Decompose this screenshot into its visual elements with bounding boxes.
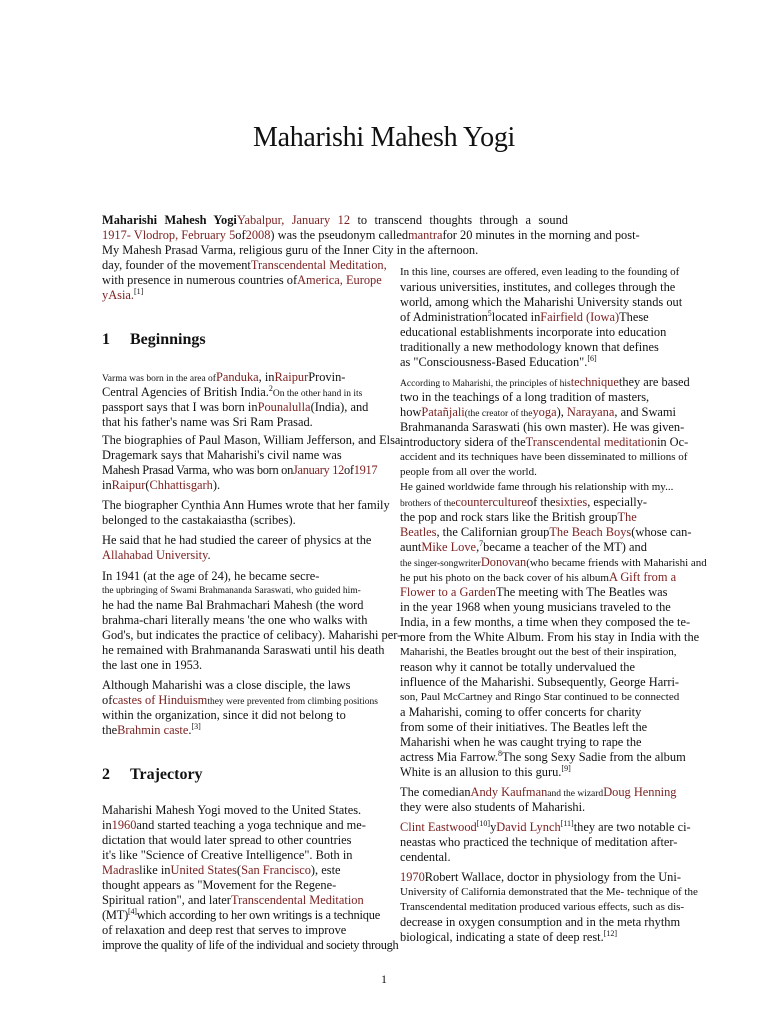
ref[interactable]: 5	[487, 308, 492, 318]
text-line: more from the White Album. From his stay in India with the	[400, 630, 700, 644]
link[interactable]: 1917	[353, 463, 378, 477]
text-span: , the Californian group	[436, 525, 550, 539]
text-line	[102, 213, 568, 228]
link[interactable]: Transcendental Meditation,	[250, 258, 387, 272]
text-span: The song Sexy Sadie from the album	[501, 750, 686, 764]
text-line	[102, 908, 380, 923]
text-span: , and Swami	[614, 405, 676, 419]
text-line	[102, 228, 640, 243]
text-span: Mahesh Prasad Varma, who was born on	[102, 463, 293, 477]
text-span: Varma was born in the area of	[102, 374, 216, 384]
text-span: he put his photo on the back cover of his album	[400, 572, 609, 584]
text-line: India, in a few months, a time when they composed the te-	[400, 615, 691, 629]
text-span: aunt	[400, 540, 422, 554]
ref[interactable]: 8	[497, 748, 502, 758]
link[interactable]: United States	[170, 863, 237, 877]
text-span: which according to her own writings is a technique	[136, 908, 381, 922]
text-line: various universities, institutes, and colleges through the	[400, 280, 676, 294]
text-line: he had the name Bal Brahmachari Mahesh (the word	[102, 598, 364, 612]
text-line: traditionally a new methodology known that defines	[400, 340, 659, 354]
section-heading-beginnings	[102, 331, 206, 349]
text-span: ).	[212, 478, 221, 492]
text-span: White is an allusion to this guru.	[400, 765, 562, 779]
text-line: The biographer Cynthia Ann Humes wrote that her family	[102, 498, 390, 512]
text-line: educational establishments incorporate into education	[400, 325, 667, 339]
text-line: of relaxation and deep rest that serves to improve	[102, 923, 347, 937]
link[interactable]: Madras	[102, 863, 140, 877]
section-title: Trajectory	[130, 766, 203, 783]
text-span: (who became friends with Maharishi and	[526, 557, 707, 569]
link[interactable]: Flower to a Garden	[400, 585, 496, 599]
text-span: of	[344, 463, 354, 477]
text-line	[400, 765, 571, 780]
text-line	[102, 288, 143, 303]
text-span: and started teaching a yoga technique and me-	[136, 818, 366, 832]
link[interactable]: yAsia.	[102, 288, 135, 302]
link[interactable]: America, Europe	[297, 273, 382, 287]
page-number: 1	[381, 972, 387, 986]
link[interactable]: Beatles	[400, 525, 437, 539]
link[interactable]: castes of Hinduism	[112, 693, 208, 707]
link[interactable]: Doug Henning	[603, 785, 677, 799]
link[interactable]: counterculture	[455, 495, 527, 509]
text-line: Dragemark says that Maharishi's civil name was	[102, 448, 342, 462]
link[interactable]: Narayana	[566, 405, 615, 419]
link[interactable]: Pounalulla	[257, 400, 311, 414]
text-span: On the other hand in its	[272, 389, 363, 399]
text-line	[102, 893, 364, 908]
ref[interactable]: [6]	[587, 353, 597, 363]
text-span: day, founder of the movement	[102, 258, 251, 272]
text-line: God's, but indicates the practice of celibacy). Maharishi per-	[102, 628, 402, 642]
link[interactable]: 2008	[245, 228, 271, 242]
ref[interactable]: [4]	[128, 906, 137, 916]
text-line	[400, 435, 688, 450]
text-line: thought appears as "Movement for the Regene-	[102, 878, 337, 892]
text-span: of the	[526, 495, 556, 509]
text-line: Maharishi, the Beatles brought out the best of their inspiration,	[400, 646, 677, 658]
text-line	[400, 870, 681, 885]
text-span: of	[102, 693, 113, 707]
text-span: , in	[258, 370, 275, 384]
text-span: in Oc-	[656, 435, 689, 449]
text-line	[400, 525, 691, 540]
link[interactable]: The Beach Boys	[549, 525, 632, 539]
text-span: Robert Wallace, doctor in physiology from the Uni-	[424, 870, 681, 884]
text-span: the pop and rock stars like the British group	[400, 510, 618, 524]
link[interactable]: A Gift from a	[608, 570, 677, 584]
text-span: y	[490, 820, 497, 834]
link[interactable]: San Francisco	[241, 863, 311, 877]
text-span: like in	[139, 863, 171, 877]
text-line	[102, 463, 377, 478]
link[interactable]: David Lynch	[496, 820, 561, 834]
link[interactable]: 1960	[111, 818, 137, 832]
text-line: In this line, courses are offered, even leading to the founding of	[400, 266, 680, 278]
section-number: 2	[102, 766, 110, 783]
link[interactable]: Transcendental meditation	[525, 435, 657, 449]
text-span: located in	[491, 310, 541, 324]
link[interactable]: Donovan	[480, 555, 527, 569]
text-span: in	[102, 478, 112, 492]
text-line: he remained with Brahmananda Saraswati until his death	[102, 643, 385, 657]
text-line	[400, 310, 649, 325]
link[interactable]: Raipur	[274, 370, 309, 384]
text-line	[102, 258, 387, 273]
text-span: The comedian	[400, 785, 471, 799]
text-line: influence of the Maharishi. Subsequently, George Harri-	[400, 675, 680, 689]
text-line	[400, 585, 667, 600]
text-line: In 1941 (at the age of 24), he became secre-	[102, 569, 320, 583]
text-span: became a teacher of the MT) and	[483, 540, 647, 554]
link[interactable]: January 12	[292, 463, 345, 477]
text-line: in the year 1968 when young musicians traveled to the	[400, 600, 671, 614]
text-span: The meeting with The Beatles was	[496, 585, 668, 599]
text-span: they were prevented from climbing positions	[207, 697, 379, 707]
text-span: (the creator of the	[464, 409, 533, 419]
text-line: the last one in 1953.	[102, 658, 203, 672]
text-line: Although Maharishi was a close disciple, the laws	[102, 678, 351, 692]
text-span: Central Agencies of British India.	[102, 385, 269, 399]
text-line: that his father's name was Sri Ram Prasad.	[102, 415, 313, 429]
text-line: people from all over the world.	[400, 466, 537, 478]
text-span: Provin-	[308, 370, 346, 384]
link[interactable]: Patañjali	[421, 405, 465, 419]
link[interactable]: Raipur	[111, 478, 146, 492]
link[interactable]: 1970	[400, 870, 425, 884]
text-line: Brahmananda Saraswati (his own master). He was given-	[400, 420, 685, 434]
text-line: Maharishi Mahesh Yogi moved to the United States.	[102, 803, 362, 817]
text-line: dictation that would later spread to other countries	[102, 833, 352, 847]
text-span: to transcend thoughts through a sound	[357, 213, 568, 227]
text-line: decrease in oxygen consumption and in the meta rhythm	[400, 915, 681, 929]
text-line	[400, 570, 676, 586]
text-line: University of California demonstrated that the Me- technique of the	[400, 886, 698, 898]
link[interactable]: The	[617, 510, 637, 524]
link[interactable]: Brahmin caste	[117, 723, 189, 737]
text-span: passport says that I was born in	[102, 400, 258, 414]
text-line: it's like "Science of Creative Intelligence". Both in	[102, 848, 353, 862]
ref[interactable]: [9]	[561, 763, 571, 773]
ref[interactable]: [10]	[476, 818, 491, 828]
text-line	[400, 355, 597, 370]
text-line: cendental.	[400, 850, 451, 864]
text-line	[102, 400, 368, 415]
text-line	[400, 820, 691, 835]
link[interactable]: Fairfield (Iowa)	[540, 310, 620, 324]
link[interactable]: Chhattisgarh	[149, 478, 213, 492]
text-line: accident and its techniques have been disseminated to millions of	[400, 451, 688, 463]
ref[interactable]: 2	[268, 383, 273, 393]
text-span: of Administration	[400, 310, 488, 324]
text-span: they are based	[618, 375, 690, 389]
text-line: He gained worldwide fame through his relationship with my...	[400, 481, 674, 493]
text-line: He said that he had studied the career of physics at the	[102, 533, 372, 547]
link[interactable]: yoga	[532, 405, 557, 419]
link[interactable]: Allahabad University	[102, 548, 208, 562]
text-line	[400, 930, 617, 945]
text-span: as "Consciousness-Based Education".	[400, 355, 588, 369]
text-line: belonged to the castakaiastha (scribes).	[102, 513, 296, 527]
text-line	[400, 540, 647, 555]
text-line: they were also students of Maharishi.	[400, 800, 586, 814]
text-line: the upbringing of Swami Brahmananda Saraswati, who guided him-	[102, 586, 361, 596]
text-span: Spiritual ration", and later	[102, 893, 231, 907]
text-span: biological, indicating a state of deep rest.	[400, 930, 604, 944]
link[interactable]: sixties	[555, 495, 588, 509]
text-line: a Maharishi, coming to offer concerts for charity	[400, 705, 642, 719]
section-title: Beginnings	[130, 331, 206, 348]
text-line	[102, 273, 382, 288]
text-line: son, Paul McCartney and Ringo Star continued to be connected	[400, 691, 680, 703]
text-line: The biographies of Paul Mason, William Jefferson, and Elsa	[102, 433, 401, 447]
text-span: with presence in numerous countries of	[102, 273, 298, 287]
text-span: actress Mia Farrow.	[400, 750, 498, 764]
text-span: ,	[476, 540, 480, 554]
text-line	[400, 510, 637, 525]
text-span: , especially-	[587, 495, 648, 509]
text-span: ),	[556, 405, 567, 419]
text-line	[102, 478, 220, 493]
text-line: Transcendental meditation produced various effects, such as dis-	[400, 901, 685, 913]
text-line: within the organization, since it did not belong to	[102, 708, 346, 722]
text-span: These	[619, 310, 649, 324]
text-span: brothers of the	[400, 499, 456, 509]
link[interactable]: Mike Love	[421, 540, 477, 554]
text-line: from some of their initiatives. The Beatles left the	[400, 720, 648, 734]
text-span: the	[102, 723, 118, 737]
ref[interactable]: [12]	[603, 928, 618, 938]
text-span: introductory sidera of the	[400, 435, 526, 449]
text-span: of	[235, 228, 246, 242]
link[interactable]: Panduka	[215, 370, 259, 384]
link[interactable]: Yabalpur, January 12	[236, 213, 351, 227]
section-heading-trajectory	[102, 766, 203, 784]
text-span: they are two notable ci-	[573, 820, 691, 834]
ref[interactable]: [3]	[191, 721, 201, 731]
link[interactable]: Clint Eastwood	[400, 820, 477, 834]
link[interactable]: Transcendental Meditation	[230, 893, 364, 907]
text-span: how	[400, 405, 422, 419]
link[interactable]: Andy Kaufman	[470, 785, 548, 799]
ref[interactable]: 7	[479, 538, 484, 548]
text-span: (	[236, 863, 242, 877]
ref[interactable]: [1]	[134, 286, 144, 296]
text-span: the singer-songwriter	[400, 559, 481, 569]
text-span: (whose can-	[631, 525, 692, 539]
text-span: (	[145, 478, 150, 492]
text-span: (MT)	[102, 908, 129, 922]
text-line: Maharishi when he was caught trying to rape the	[400, 735, 642, 749]
text-line: world, among which the Maharishi University stands out	[400, 295, 683, 309]
text-line	[102, 723, 201, 738]
page-title: Maharishi Mahesh Yogi	[252, 122, 516, 153]
subject-name: Maharishi Mahesh Yogi	[102, 213, 237, 227]
text-line	[102, 818, 366, 833]
text-span: for 20 minutes in the morning and post-	[442, 228, 640, 242]
text-span: (India), and	[310, 400, 369, 414]
text-span: .	[188, 723, 192, 737]
text-line: reason why it cannot be totally undervalued the	[400, 660, 636, 674]
text-line	[102, 863, 341, 878]
link[interactable]: 1917- Vlodrop, February 5	[102, 228, 236, 242]
link[interactable]: technique	[570, 375, 619, 389]
text-line: neastas who practiced the technique of meditation after-	[400, 835, 678, 849]
text-span: in	[102, 818, 112, 832]
text-line: improve the quality of life of the individual and society through	[102, 938, 399, 952]
section-number: 1	[102, 331, 110, 348]
text-line	[102, 548, 211, 563]
text-span: and the wizard	[547, 789, 604, 799]
text-line: two in the teachings of a long tradition of masters,	[400, 390, 650, 404]
text-line	[400, 750, 686, 765]
text-span: .	[207, 548, 211, 562]
text-line: brahma-chari literally means 'the one who walks with	[102, 613, 368, 627]
text-line: My Mahesh Prasad Varma, religious guru of the Inner City in the afternoon.	[102, 243, 479, 257]
text-span: ), este	[310, 863, 341, 877]
link[interactable]: mantra	[408, 228, 443, 242]
ref[interactable]: [11]	[560, 818, 574, 828]
text-span: According to Maharishi, the principles of his	[400, 379, 571, 389]
text-span: ) was the pseudonym called	[270, 228, 409, 242]
